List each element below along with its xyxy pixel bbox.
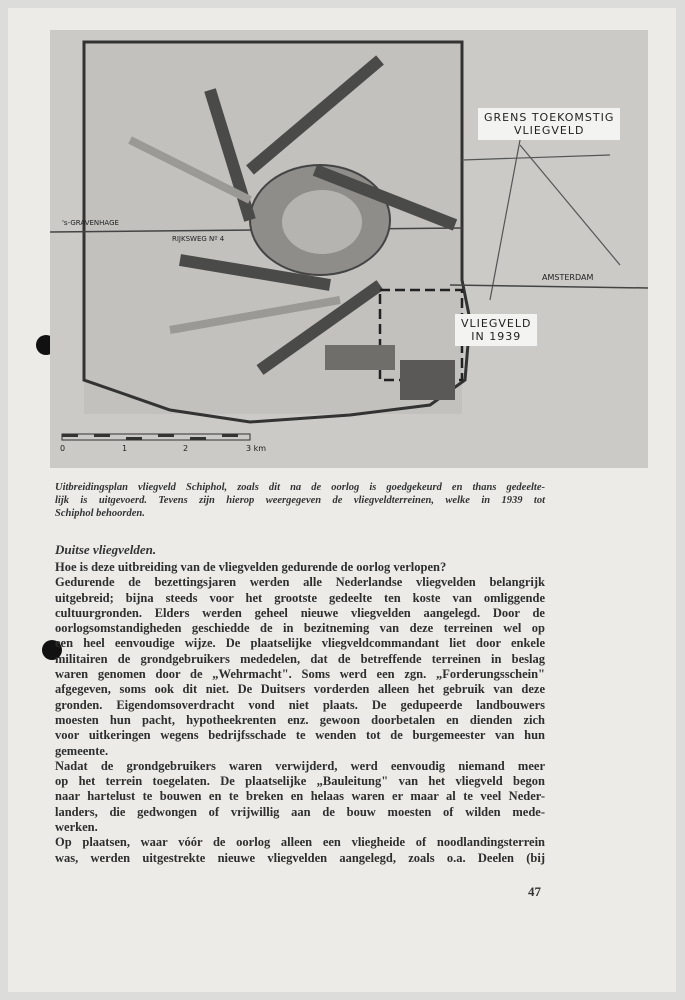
body-line: naar hartelust te bouwen en te breken en helaas waren er maar al te veel Neder- — [55, 789, 545, 804]
body-line: militairen de grondgebruikers mededelen, dat de betreffende terreinen in beslag — [55, 651, 545, 666]
scale-label: 3 km — [246, 444, 267, 453]
body-line: Op plaatsen, waar vóór de oorlog alleen een vliegheide of noodlandingsterrein — [55, 835, 545, 850]
label-den-haag: 's-GRAVENHAGE — [62, 219, 119, 227]
scale-label: 0 — [60, 444, 66, 453]
scale-label: 1 — [122, 444, 128, 453]
airfield-map — [50, 30, 648, 468]
caption-line: Uitbreidingsplan vliegveld Schiphol, zoals dit na de oorlog is goedgekeurd en thans gedeelte- — [55, 482, 545, 493]
body-line: gemeente. — [55, 743, 109, 758]
label-future-boundary — [478, 108, 620, 140]
body-line: Hoe is deze uitbreiding van de vliegvelden gedurende de oorlog verlopen? — [55, 560, 447, 574]
label-line: GRENS TOEKOMSTIG — [484, 111, 615, 124]
caption-line: Schiphol behoorden. — [55, 508, 145, 519]
body-line: voor uitkeringen wegens bedrijfsschade te wenden tot de burgemeester van hun — [55, 728, 545, 743]
body-line: afgegeven, soms ook dit niet. De Duitsers vorderden alleen het gebruik van deze — [55, 682, 545, 697]
section-heading: Duitse vliegvelden. — [55, 542, 157, 557]
body-text — [55, 560, 545, 866]
body-line: uitgebreid; bijna steeds voor het grootste gedeelte ten koste van omliggende — [55, 590, 545, 605]
body-line: was, werden uitgestrekte nieuwe vliegvelden aangelegd, zoals o.a. Deelen (bij — [55, 850, 545, 865]
label-line: IN 1939 — [471, 330, 522, 343]
map-drawing — [50, 30, 648, 468]
body-line: cultuurgronden. Elders werden geheel nieuwe vliegvelden aangelegd. Door de — [55, 605, 545, 620]
body-line: werken. — [55, 820, 98, 835]
body-line: Gedurende de bezettingsjaren werden alle Nederlandse vliegvelden belangrijk — [55, 575, 545, 590]
figure-caption — [55, 481, 545, 520]
body-line: op het terrein toegelaten. De plaatselijke „Bauleitung" van het vliegveld begon — [55, 774, 545, 789]
body-line: een heel eenvoudige wijze. De plaatselijke vliegveldcommandant liet door enkele — [55, 636, 545, 651]
caption-line: lijk is uitgevoerd. Tevens zijn hierop weergegeven de vliegveldterreinen, welke in 1939 tot — [55, 495, 545, 506]
label-line: VLIEGVELD — [513, 124, 585, 137]
body-line: moesten hun pacht, hypotheekrenten enz. gewoon doorbetalen en dienden zich — [55, 712, 545, 727]
body-line: landers, die gedwongen of vrijwillig aan de bouw moesten of wilden mede- — [55, 804, 545, 819]
label-amsterdam: AMSTERDAM — [542, 273, 594, 282]
scale-label: 2 — [183, 444, 189, 453]
label-airfield-1939 — [455, 314, 537, 346]
label-line: VLIEGVELD — [461, 317, 532, 330]
body-line: Nadat de grondgebruikers waren verwijderd, werd eenvoudig niemand meer — [55, 758, 545, 773]
body-line: gronden. Eigendomsoverdracht vond niet plaats. De gedupeerde landbouwers — [55, 697, 545, 712]
body-line: waren genomen door de „Wehrmacht". Soms werd een zgn. „Forderungsschein" — [55, 667, 545, 682]
body-line: oorlogsomstandigheden geschiedde de in bezitneming van deze terreinen wel op — [55, 621, 545, 636]
label-rijksweg: RIJKSWEG Nº 4 — [172, 235, 225, 243]
page-number: 47 — [528, 884, 541, 899]
